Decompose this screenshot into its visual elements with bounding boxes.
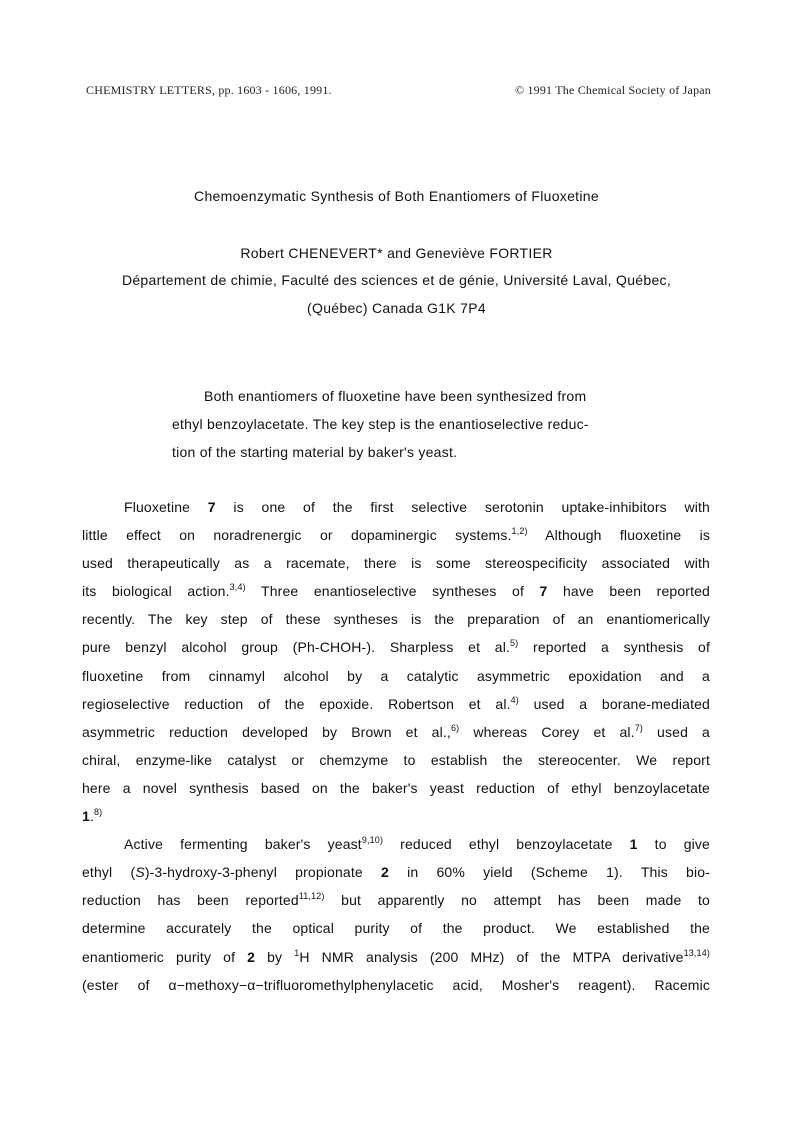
citation-ref: 11,12)	[298, 891, 325, 902]
body-line: asymmetric reduction developed by Brown et al.,$^{6)}$ whereas Corey et al.$^{7)}$ used a	[82, 722, 710, 740]
body-line: used therapeutically as a racemate, there is some stereospecificity associated with	[82, 555, 710, 572]
citation-ref: 5)	[510, 638, 519, 649]
body-line: Active fermenting baker's yeast$^{9,10)}$ reduced ethyl benzoylacetate 1 to give	[124, 835, 710, 853]
body-line: fluoxetine from cinnamyl alcohol by a catalytic asymmetric epoxidation and a	[82, 667, 710, 684]
copyright-notice: © 1991 The Chemical Society of Japan	[514, 83, 711, 97]
affiliation-line-1: Département de chimie, Faculté des sciences et de génie, Université Laval, Québec,	[121, 272, 672, 288]
citation-ref: 4)	[510, 694, 519, 705]
journal-citation: CHEMISTRY LETTERS, pp. 1603 - 1606, 1991.	[86, 83, 332, 97]
body-line: enantiomeric purity of 2 by $^1$H NMR analysis (200 MHz) of the MTPA derivative$^{13,14)}$	[82, 947, 710, 965]
body-line: ethyl (S)-3-hydroxy-3-phenyl propionate 2 in 60% yield (Scheme 1). This bio-	[82, 864, 710, 881]
body-line: recently. The key step of these syntheses is the preparation of an enantiomerically	[82, 611, 710, 628]
citation-ref: 9,10)	[361, 835, 384, 846]
citation-ref: 3,4)	[229, 582, 246, 593]
authors: Robert CHENEVERT* and Geneviève FORTIER	[240, 245, 553, 261]
body-line: regioselective reduction of the epoxide. Robertson et al.$^{4)}$ used a borane-mediated	[82, 694, 710, 712]
citation-ref: 13,14)	[683, 947, 710, 958]
body-line: little effect on noradrenergic or dopaminergic systems.$^{1,2)}$ Although fluoxetine is	[82, 526, 711, 544]
body-line: pure benzyl alcohol group (Ph-CHOH-). Sharpless et al.$^{5)}$ reported a synthesis of	[82, 638, 711, 656]
paper-title: Chemoenzymatic Synthesis of Both Enantiomers of Fluoxetine	[194, 188, 599, 204]
abstract	[172, 382, 662, 466]
abstract-line: ethyl benzoylacetate. The key step is the enantioselective reduc-	[172, 416, 589, 432]
abstract-line: tion of the starting material by baker's yeast.	[172, 444, 458, 460]
citation-ref: 6)	[450, 722, 460, 733]
body-line: Fluoxetine 7 is one of the first selective serotonin uptake-inhibitors with	[124, 499, 710, 515]
body-line: chiral, enzyme-like catalyst or chemzyme to establish the stereocenter. We report	[82, 751, 710, 768]
affiliation-line-2: (Québec) Canada G1K 7P4	[307, 300, 486, 316]
body-line: 1.$^{8)}$	[82, 807, 103, 825]
body-line: here a novel synthesis based on the baker's yeast reduction of ethyl benzoylacetate	[82, 779, 710, 796]
body-text	[82, 493, 710, 999]
citation-ref: 7)	[634, 722, 644, 733]
body-line: reduction has been reported$^{11,12)}$ but apparently no attempt has been made to	[82, 891, 710, 909]
body-line: (ester of α−methoxy−α−trifluoromethylphenylacetic acid, Mosher's reagent). Racemic	[82, 976, 710, 993]
abstract-line: Both enantiomers of fluoxetine have been synthesized from	[204, 388, 587, 404]
body-line: its biological action.$^{3,4)}$ Three enantioselective syntheses of 7 have been reported	[82, 582, 710, 600]
citation-ref: 1,2)	[511, 526, 528, 537]
body-line: determine accurately the optical purity of the product. We established the	[82, 920, 710, 937]
citation-ref: 8)	[93, 807, 103, 818]
